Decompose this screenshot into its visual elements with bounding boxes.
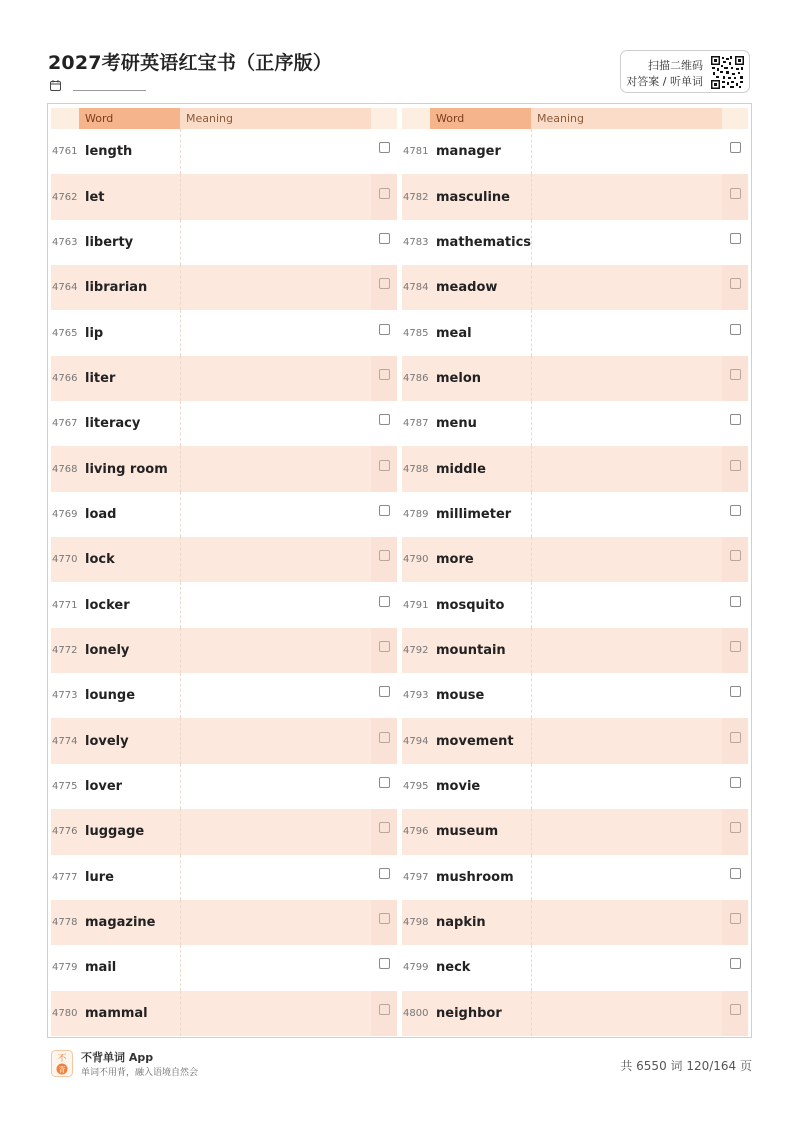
meaning-blank[interactable] xyxy=(531,310,722,355)
meaning-blank[interactable] xyxy=(180,673,371,718)
word-text: masculine xyxy=(436,189,511,205)
meaning-blank[interactable] xyxy=(531,492,722,537)
check-cell xyxy=(722,265,748,310)
meaning-column-header: Meaning xyxy=(180,108,371,129)
checkbox[interactable] xyxy=(730,142,741,153)
meaning-blank[interactable] xyxy=(531,265,722,310)
checkbox[interactable] xyxy=(379,868,390,879)
word-number: 4784 xyxy=(403,282,429,294)
word-number: 4782 xyxy=(403,191,429,203)
right-vocab-panel xyxy=(402,108,748,1036)
word-text: movie xyxy=(436,778,481,794)
word-number: 4786 xyxy=(403,372,429,384)
word-number: 4780 xyxy=(52,1007,78,1019)
word-number: 4777 xyxy=(52,871,78,883)
check-cell xyxy=(371,991,397,1036)
word-text: meadow xyxy=(436,280,498,296)
checkbox[interactable] xyxy=(730,822,741,833)
word-text: lounge xyxy=(85,688,136,704)
meaning-blank[interactable] xyxy=(180,991,371,1036)
word-number: 4788 xyxy=(403,463,429,475)
app-name: 不背单词 App xyxy=(81,1051,154,1064)
meaning-blank[interactable] xyxy=(531,401,722,446)
word-number: 4787 xyxy=(403,418,429,430)
checkbox[interactable] xyxy=(379,913,390,924)
check-cell xyxy=(722,582,748,627)
meaning-blank[interactable] xyxy=(180,310,371,355)
checkbox[interactable] xyxy=(730,1004,741,1015)
meaning-blank[interactable] xyxy=(180,628,371,673)
check-cell xyxy=(722,718,748,763)
word-text: liberty xyxy=(85,234,134,250)
meaning-blank[interactable] xyxy=(531,673,722,718)
check-cell xyxy=(371,129,397,174)
check-cell xyxy=(722,673,748,718)
table-row xyxy=(51,582,397,627)
checkbox[interactable] xyxy=(730,777,741,788)
table-row xyxy=(51,809,397,854)
check-cell xyxy=(371,718,397,763)
meaning-blank[interactable] xyxy=(180,764,371,809)
checkbox[interactable] xyxy=(379,686,390,697)
table-row xyxy=(402,537,748,582)
table-row xyxy=(402,900,748,945)
meaning-blank[interactable] xyxy=(180,265,371,310)
check-cell xyxy=(722,900,748,945)
word-text: napkin xyxy=(436,915,486,931)
check-cell xyxy=(722,220,748,265)
word-text: manager xyxy=(436,144,501,160)
right-rows xyxy=(402,129,748,1036)
page-title: 2027考研英语红宝书（正序版） xyxy=(48,52,333,74)
checkbox[interactable] xyxy=(730,278,741,289)
checkbox[interactable] xyxy=(379,732,390,743)
qr-line-1: 扫描二维码 xyxy=(648,59,703,72)
table-row xyxy=(51,900,397,945)
table-row xyxy=(402,174,748,219)
word-number: 4773 xyxy=(52,690,78,702)
word-text: museum xyxy=(436,824,499,840)
check-cell xyxy=(371,628,397,673)
table-row xyxy=(402,129,748,174)
table-row xyxy=(402,492,748,537)
word-number: 4761 xyxy=(52,146,78,158)
word-number: 4790 xyxy=(403,554,429,566)
check-cell xyxy=(371,582,397,627)
table-row xyxy=(51,129,397,174)
meaning-blank[interactable] xyxy=(531,764,722,809)
meaning-blank[interactable] xyxy=(180,129,371,174)
table-row xyxy=(51,492,397,537)
table-row xyxy=(402,628,748,673)
check-cell xyxy=(722,356,748,401)
word-text: more xyxy=(436,552,474,568)
word-number: 4774 xyxy=(52,735,78,747)
word-number: 4775 xyxy=(52,780,78,792)
meaning-blank[interactable] xyxy=(180,356,371,401)
word-number: 4762 xyxy=(52,191,78,203)
check-cell xyxy=(371,764,397,809)
word-number: 4769 xyxy=(52,508,78,520)
check-cell xyxy=(722,855,748,900)
qr-caption xyxy=(626,58,703,90)
word-number: 4764 xyxy=(52,282,78,294)
meaning-blank[interactable] xyxy=(180,174,371,219)
word-number: 4765 xyxy=(52,327,78,339)
vocab-table-frame xyxy=(47,103,752,1038)
meaning-blank[interactable] xyxy=(180,855,371,900)
word-text: locker xyxy=(85,597,130,613)
checkbox[interactable] xyxy=(730,596,741,607)
word-number: 4797 xyxy=(403,871,429,883)
table-row xyxy=(402,446,748,491)
meaning-blank[interactable] xyxy=(180,220,371,265)
word-text: lonely xyxy=(85,642,130,658)
table-row xyxy=(402,582,748,627)
meaning-blank[interactable] xyxy=(531,446,722,491)
word-text: mouse xyxy=(436,688,485,704)
word-number: 4798 xyxy=(403,917,429,929)
checkbox[interactable] xyxy=(379,596,390,607)
check-cell xyxy=(722,401,748,446)
check-cell xyxy=(722,310,748,355)
word-number: 4767 xyxy=(52,418,78,430)
meaning-blank[interactable] xyxy=(531,356,722,401)
calendar-icon xyxy=(50,80,61,91)
table-row xyxy=(51,220,397,265)
table-row xyxy=(51,628,397,673)
word-text: lip xyxy=(85,325,104,341)
meaning-blank[interactable] xyxy=(531,537,722,582)
check-cell xyxy=(722,764,748,809)
word-number: 4779 xyxy=(52,962,78,974)
word-text: librarian xyxy=(85,280,148,296)
table-row xyxy=(402,855,748,900)
date-field xyxy=(50,80,146,91)
meaning-blank[interactable] xyxy=(180,945,371,990)
checkbox[interactable] xyxy=(379,641,390,652)
table-row xyxy=(402,401,748,446)
table-row xyxy=(402,220,748,265)
table-row xyxy=(51,310,397,355)
logo-char-2: 背 xyxy=(58,1066,66,1074)
checkbox[interactable] xyxy=(379,414,390,425)
table-row xyxy=(51,446,397,491)
left-vocab-panel xyxy=(51,108,397,1036)
checkbox[interactable] xyxy=(379,233,390,244)
word-text: melon xyxy=(436,370,482,386)
table-row xyxy=(51,401,397,446)
checkbox[interactable] xyxy=(379,958,390,969)
meaning-blank[interactable] xyxy=(531,174,722,219)
word-text: millimeter xyxy=(436,506,512,522)
date-blank-line[interactable] xyxy=(73,81,146,91)
table-row xyxy=(51,764,397,809)
table-row xyxy=(402,991,748,1036)
table-row xyxy=(402,809,748,854)
meaning-blank[interactable] xyxy=(531,129,722,174)
word-text: lure xyxy=(85,869,114,885)
word-text: movement xyxy=(436,733,514,749)
checkbox[interactable] xyxy=(730,460,741,471)
check-cell xyxy=(371,537,397,582)
word-text: menu xyxy=(436,416,477,432)
meaning-blank[interactable] xyxy=(180,809,371,854)
word-number: 4776 xyxy=(52,826,78,838)
checkbox[interactable] xyxy=(379,369,390,380)
check-cell xyxy=(371,356,397,401)
checkbox[interactable] xyxy=(379,550,390,561)
checkbox[interactable] xyxy=(379,505,390,516)
checkbox[interactable] xyxy=(379,324,390,335)
word-text: magazine xyxy=(85,915,156,931)
checkbox[interactable] xyxy=(730,550,741,561)
word-text: mammal xyxy=(85,1005,148,1021)
check-cell xyxy=(722,809,748,854)
meaning-blank[interactable] xyxy=(531,809,722,854)
word-text: length xyxy=(85,144,133,160)
checkbox[interactable] xyxy=(730,913,741,924)
checkbox[interactable] xyxy=(730,958,741,969)
word-number: 4783 xyxy=(403,236,429,248)
table-row xyxy=(51,673,397,718)
word-number: 4785 xyxy=(403,327,429,339)
word-number: 4763 xyxy=(52,236,78,248)
meaning-blank[interactable] xyxy=(531,628,722,673)
word-text: meal xyxy=(436,325,472,341)
word-text: lovely xyxy=(85,733,129,749)
checkbox[interactable] xyxy=(730,414,741,425)
check-cell xyxy=(371,265,397,310)
meaning-blank[interactable] xyxy=(180,900,371,945)
checkbox[interactable] xyxy=(379,777,390,788)
word-number: 4771 xyxy=(52,599,78,611)
check-cell xyxy=(722,174,748,219)
qr-card[interactable] xyxy=(620,50,750,93)
table-row xyxy=(51,945,397,990)
table-row xyxy=(402,310,748,355)
word-text: neck xyxy=(436,960,471,976)
checkbox[interactable] xyxy=(730,233,741,244)
word-number: 4766 xyxy=(52,372,78,384)
meaning-blank[interactable] xyxy=(531,220,722,265)
table-row xyxy=(51,991,397,1036)
page-info: 共 6550 词 120/164 页 xyxy=(620,1059,752,1073)
check-cell xyxy=(722,492,748,537)
meaning-blank[interactable] xyxy=(531,718,722,763)
word-column-header: Word xyxy=(79,108,180,129)
check-cell xyxy=(371,673,397,718)
word-number: 4768 xyxy=(52,463,78,475)
word-number: 4795 xyxy=(403,780,429,792)
left-rows xyxy=(51,129,397,1036)
meaning-blank[interactable] xyxy=(531,945,722,990)
word-number: 4770 xyxy=(52,554,78,566)
word-text: luggage xyxy=(85,824,145,840)
check-cell xyxy=(371,446,397,491)
checkbox[interactable] xyxy=(379,1004,390,1015)
table-header xyxy=(51,108,397,129)
word-text: literacy xyxy=(85,416,141,432)
word-number: 4789 xyxy=(403,508,429,520)
meaning-blank[interactable] xyxy=(531,855,722,900)
table-row xyxy=(402,265,748,310)
check-cell xyxy=(371,220,397,265)
table-row xyxy=(51,265,397,310)
check-cell xyxy=(722,628,748,673)
checkbox[interactable] xyxy=(379,142,390,153)
checkbox[interactable] xyxy=(730,369,741,380)
check-cell xyxy=(371,174,397,219)
checkbox[interactable] xyxy=(730,732,741,743)
meaning-blank[interactable] xyxy=(180,582,371,627)
checkbox[interactable] xyxy=(379,460,390,471)
checkbox[interactable] xyxy=(730,188,741,199)
checkbox[interactable] xyxy=(730,686,741,697)
word-number: 4781 xyxy=(403,146,429,158)
qr-code-icon[interactable] xyxy=(711,56,744,89)
meaning-blank[interactable] xyxy=(180,446,371,491)
check-cell xyxy=(722,129,748,174)
word-text: let xyxy=(85,189,105,205)
check-cell xyxy=(722,446,748,491)
check-cell xyxy=(371,492,397,537)
word-text: mail xyxy=(85,960,117,976)
word-number: 4799 xyxy=(403,962,429,974)
word-text: mathematics xyxy=(436,234,532,250)
check-cell xyxy=(371,855,397,900)
word-text: neighbor xyxy=(436,1005,502,1021)
table-row xyxy=(402,673,748,718)
check-cell xyxy=(722,991,748,1036)
meaning-blank[interactable] xyxy=(180,537,371,582)
word-text: liter xyxy=(85,370,116,386)
table-row xyxy=(51,718,397,763)
table-row xyxy=(402,945,748,990)
checkbox[interactable] xyxy=(379,278,390,289)
word-text: living room xyxy=(85,461,168,477)
logo-char-1: 不 xyxy=(57,1054,67,1064)
table-row xyxy=(402,718,748,763)
table-row xyxy=(51,174,397,219)
check-cell xyxy=(371,809,397,854)
app-slogan: 单词不用背，融入语境自然会 xyxy=(81,1068,199,1078)
checkbox[interactable] xyxy=(730,505,741,516)
word-text: middle xyxy=(436,461,486,477)
checkbox[interactable] xyxy=(730,868,741,879)
table-row xyxy=(51,537,397,582)
word-text: lock xyxy=(85,552,115,568)
checkbox[interactable] xyxy=(730,324,741,335)
meaning-blank[interactable] xyxy=(180,401,371,446)
meaning-column-header: Meaning xyxy=(531,108,722,129)
checkbox[interactable] xyxy=(730,641,741,652)
check-cell xyxy=(371,945,397,990)
word-number: 4791 xyxy=(403,599,429,611)
word-number: 4800 xyxy=(403,1007,429,1019)
meaning-blank[interactable] xyxy=(531,582,722,627)
check-cell xyxy=(371,900,397,945)
word-number: 4796 xyxy=(403,826,429,838)
check-cell xyxy=(371,401,397,446)
table-row xyxy=(51,356,397,401)
meaning-blank[interactable] xyxy=(180,492,371,537)
qr-line-2: 对答案 / 听单词 xyxy=(626,75,703,88)
word-number: 4772 xyxy=(52,644,78,656)
check-cell xyxy=(722,945,748,990)
checkbox[interactable] xyxy=(379,822,390,833)
word-number: 4793 xyxy=(403,690,429,702)
checkbox[interactable] xyxy=(379,188,390,199)
word-text: mushroom xyxy=(436,869,514,885)
table-row xyxy=(402,764,748,809)
check-cell xyxy=(371,310,397,355)
table-row xyxy=(51,855,397,900)
word-number: 4792 xyxy=(403,644,429,656)
word-text: load xyxy=(85,506,117,522)
meaning-blank[interactable] xyxy=(531,900,722,945)
meaning-blank[interactable] xyxy=(180,718,371,763)
word-column-header: Word xyxy=(430,108,531,129)
table-header xyxy=(402,108,748,129)
word-number: 4778 xyxy=(52,917,78,929)
meaning-blank[interactable] xyxy=(531,991,722,1036)
app-logo-icon xyxy=(51,1050,73,1077)
word-text: lover xyxy=(85,778,123,794)
table-row xyxy=(402,356,748,401)
word-text: mosquito xyxy=(436,597,505,613)
check-cell xyxy=(722,537,748,582)
word-number: 4794 xyxy=(403,735,429,747)
word-text: mountain xyxy=(436,642,506,658)
